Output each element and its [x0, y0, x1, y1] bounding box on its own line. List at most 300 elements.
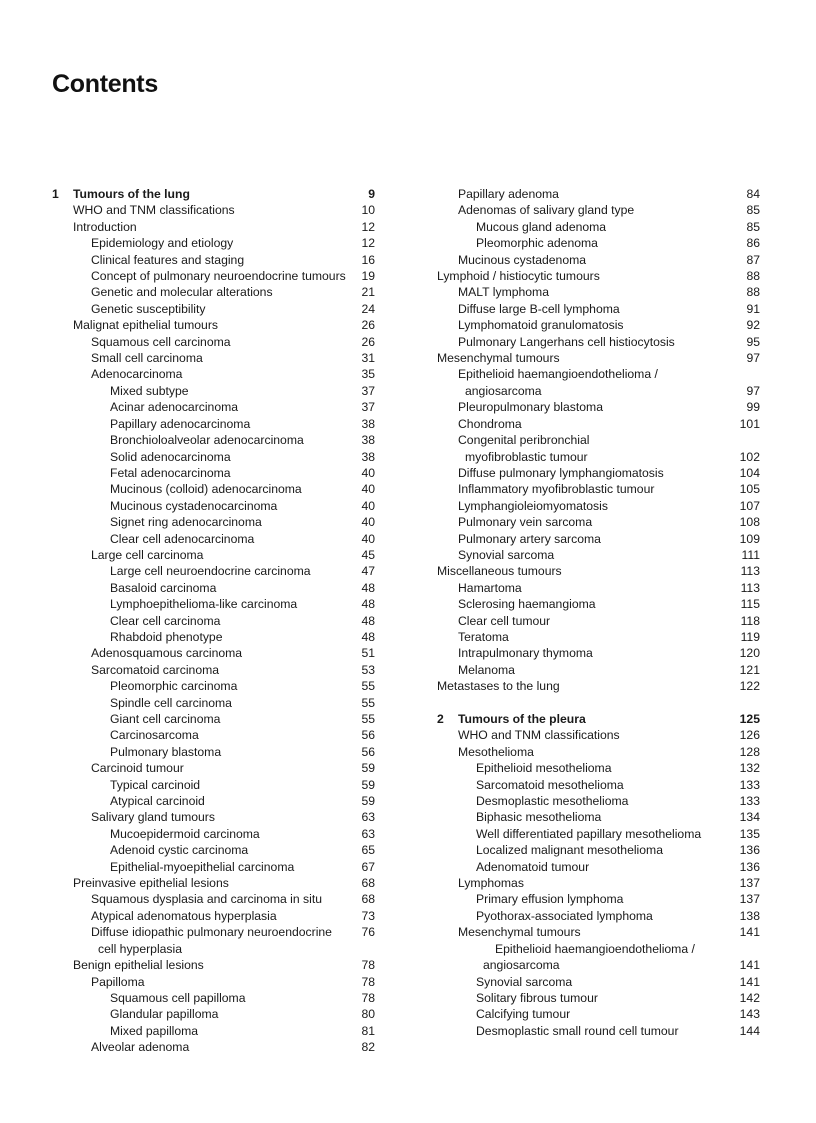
toc-chapter-row[interactable] — [437, 711, 760, 727]
toc-entry-row[interactable] — [52, 1039, 375, 1055]
toc-entry-title: Adenomas of salivary gland type — [458, 203, 635, 218]
toc-entry-title: Benign epithelial lesions — [73, 958, 204, 973]
toc-entry-row[interactable] — [437, 662, 760, 678]
toc-entry-title: Signet ring adenocarcinoma — [110, 515, 262, 530]
toc-entry-row[interactable] — [437, 350, 760, 366]
toc-entry-title: Clear cell carcinoma — [110, 613, 221, 628]
toc-entry-title: Mucinous (colloid) adenocarcinoma — [110, 482, 302, 497]
toc-entry-title: Melanoma — [458, 662, 515, 677]
toc-entry-title: Mucinous cystadenoma — [458, 252, 587, 267]
toc-page-number: 48 — [361, 580, 375, 595]
toc-entry-title: Alveolar adenoma — [91, 1040, 190, 1055]
toc-page-number: 108 — [739, 515, 760, 530]
chapter-number: 1 — [52, 187, 59, 201]
toc-page-number: 133 — [739, 794, 760, 809]
toc-entry-row[interactable] — [437, 383, 760, 399]
toc-entry-title: Primary effusion lymphoma — [476, 892, 624, 907]
toc-page-number: 80 — [361, 1007, 375, 1022]
toc-entry-title: Bronchioloalveolar adenocarcinoma — [110, 433, 304, 448]
toc-page-number: 141 — [739, 958, 760, 973]
toc-entry-title: Tumours of the lung — [73, 187, 190, 201]
toc-entry-row[interactable] — [437, 793, 760, 809]
toc-entry-row[interactable] — [437, 678, 760, 694]
toc-page-number: 92 — [746, 318, 760, 333]
toc-entry-title: Atypical adenomatous hyperplasia — [91, 908, 277, 923]
toc-entry-title: Epithelioid haemangioendothelioma / — [495, 941, 695, 956]
toc-entry-row[interactable] — [437, 809, 760, 825]
toc-page-number: 132 — [739, 761, 760, 776]
toc-page-number: 45 — [361, 547, 375, 562]
toc-entry-row[interactable] — [437, 531, 760, 547]
toc-entry-row[interactable] — [52, 924, 375, 940]
toc-page-number: 87 — [746, 252, 760, 267]
toc-entry-title: Inflammatory myofibroblastic tumour — [458, 482, 655, 497]
toc-entry-row[interactable] — [437, 629, 760, 645]
toc-entry-title: Tumours of the pleura — [458, 712, 586, 726]
toc-entry-title: Chondroma — [458, 416, 522, 431]
toc-page-number: 120 — [739, 646, 760, 661]
toc-entry-row[interactable] — [52, 268, 375, 284]
toc-chapter-row[interactable] — [52, 186, 375, 202]
toc-page-number: 37 — [361, 383, 375, 398]
toc-entry-title: Genetic and molecular alterations — [91, 285, 273, 300]
toc-page-number: 84 — [746, 187, 760, 201]
toc-entry-row[interactable] — [437, 1006, 760, 1022]
toc-entry-title: Clear cell adenocarcinoma — [110, 531, 255, 546]
toc-entry-title: Pulmonary artery sarcoma — [458, 531, 601, 546]
toc-page-number: 134 — [739, 810, 760, 825]
toc-entry-title: Epithelioid haemangioendothelioma / — [458, 367, 658, 382]
toc-entry-title: Desmoplastic mesothelioma — [476, 794, 629, 809]
toc-entry-title: Adenomatoid tumour — [476, 859, 590, 874]
toc-page-number: 59 — [361, 761, 375, 776]
toc-entry-row[interactable] — [437, 563, 760, 579]
toc-page-number: 141 — [739, 925, 760, 940]
toc-entry-title: Genetic susceptibility — [91, 301, 206, 316]
toc-entry-title: Squamous dysplasia and carcinoma in situ — [91, 892, 323, 907]
toc-entry-row[interactable] — [52, 301, 375, 317]
toc-entry-title: Solid adenocarcinoma — [110, 449, 231, 464]
toc-entry-row[interactable] — [52, 432, 375, 448]
toc-entry-row[interactable] — [52, 498, 375, 514]
toc-entry-row[interactable] — [437, 777, 760, 793]
toc-entry-row[interactable] — [52, 613, 375, 629]
toc-entry-row[interactable] — [52, 695, 375, 711]
toc-entry-row[interactable] — [437, 547, 760, 563]
toc-entry-title: Papilloma — [91, 974, 145, 989]
toc-entry-title: MALT lymphoma — [458, 285, 549, 300]
toc-entry-row[interactable] — [52, 219, 375, 235]
toc-entry-row[interactable] — [52, 957, 375, 973]
toc-entry-title: Sarcomatoid mesothelioma — [476, 777, 624, 792]
toc-page-number: 138 — [739, 908, 760, 923]
toc-page-number: 99 — [746, 400, 760, 415]
toc-entry-title: Epithelial-myoepithelial carcinoma — [110, 859, 295, 874]
toc-page-number: 26 — [361, 334, 375, 349]
toc-page-number: 82 — [361, 1040, 375, 1055]
toc-entry-title: Lymphomatoid granulomatosis — [458, 318, 624, 333]
toc-entry-title: Calcifying tumour — [476, 1007, 571, 1022]
toc-entry-row[interactable] — [437, 399, 760, 415]
toc-entry-row[interactable] — [52, 859, 375, 875]
toc-page-number: 119 — [740, 629, 760, 644]
toc-entry-title: myofibroblastic tumour — [465, 449, 588, 464]
toc-entry-title: Atypical carcinoid — [110, 794, 205, 809]
toc-entry-row[interactable] — [437, 727, 760, 743]
toc-entry-title: Typical carcinoid — [110, 777, 201, 792]
toc-page-number: 40 — [361, 531, 375, 546]
toc-entry-row[interactable] — [52, 760, 375, 776]
toc-page-number: 12 — [361, 219, 375, 234]
toc-entry-title: Sclerosing haemangioma — [458, 597, 596, 612]
toc-page-number: 142 — [739, 990, 760, 1005]
toc-entry-row[interactable] — [437, 284, 760, 300]
toc-page-number: 78 — [361, 990, 375, 1005]
toc-entry-row[interactable] — [437, 941, 760, 957]
toc-entry-row[interactable] — [437, 481, 760, 497]
toc-entry-title: WHO and TNM classifications — [73, 203, 235, 218]
toc-entry-title: Mucinous cystadenocarcinoma — [110, 498, 278, 513]
toc-entry-title: Mesenchymal tumours — [437, 351, 560, 366]
toc-page-number: 56 — [361, 728, 375, 743]
toc-page-number: 59 — [361, 777, 375, 792]
toc-page-number: 122 — [739, 679, 760, 694]
toc-entry-title: angiosarcoma — [465, 383, 542, 398]
toc-entry-row[interactable] — [52, 252, 375, 268]
toc-entry-row[interactable] — [52, 235, 375, 251]
toc-entry-title: Pleomorphic adenoma — [476, 236, 598, 251]
toc-page-number: 59 — [361, 794, 375, 809]
toc-page-number: 53 — [361, 662, 375, 677]
toc-entry-row[interactable] — [52, 974, 375, 990]
toc-entry-title: Concept of pulmonary neuroendocrine tumours — [91, 269, 346, 284]
toc-entry-title: Basaloid carcinoma — [110, 580, 217, 595]
toc-page-number: 118 — [740, 613, 760, 628]
toc-entry-row[interactable] — [437, 252, 760, 268]
toc-entry-row[interactable] — [52, 826, 375, 842]
toc-page-number: 56 — [361, 744, 375, 759]
toc-entry-row[interactable] — [437, 908, 760, 924]
toc-entry-row[interactable] — [437, 613, 760, 629]
toc-entry-row[interactable] — [437, 498, 760, 514]
toc-entry-row[interactable] — [52, 481, 375, 497]
toc-entry-row[interactable] — [437, 891, 760, 907]
toc-page-number: 85 — [746, 219, 760, 234]
toc-entry-row[interactable] — [437, 1023, 760, 1039]
toc-entry-row[interactable] — [437, 744, 760, 760]
toc-page-number: 85 — [746, 203, 760, 218]
toc-entry-row[interactable] — [437, 924, 760, 940]
toc-entry-title: Congenital peribronchial — [458, 433, 590, 448]
toc-page-number: 135 — [739, 826, 760, 841]
toc-entry-row[interactable] — [437, 416, 760, 432]
toc-entry-title: Pulmonary Langerhans cell histiocytosis — [458, 334, 675, 349]
toc-page-number: 109 — [739, 531, 760, 546]
toc-entry-title: Desmoplastic small round cell tumour — [476, 1023, 679, 1038]
toc-entry-row[interactable] — [52, 645, 375, 661]
toc-entry-title: Pleomorphic carcinoma — [110, 679, 238, 694]
toc-page-number: 65 — [361, 843, 375, 858]
toc-page-number: 97 — [746, 383, 760, 398]
toc-page-number: 104 — [739, 465, 760, 480]
toc-entry-row[interactable] — [437, 334, 760, 350]
toc-entry-title: Carcinosarcoma — [110, 728, 199, 743]
toc-page-number: 40 — [361, 498, 375, 513]
toc-entry-title: Teratoma — [458, 629, 509, 644]
toc-page-number: 102 — [739, 449, 760, 464]
toc-entry-row[interactable] — [437, 645, 760, 661]
toc-page-number: 67 — [361, 859, 375, 874]
toc-entry-title: Lymphoepithelioma-like carcinoma — [110, 597, 298, 612]
toc-page-number: 55 — [361, 679, 375, 694]
toc-page-number: 40 — [361, 515, 375, 530]
toc-entry-title: Papillary adenocarcinoma — [110, 416, 251, 431]
toc-page-number: 137 — [739, 876, 760, 891]
toc-entry-title: Salivary gland tumours — [91, 810, 215, 825]
toc-entry-title: Rhabdoid phenotype — [110, 629, 223, 644]
toc-entry-row[interactable] — [52, 399, 375, 415]
toc-entry-row[interactable] — [437, 235, 760, 251]
toc-entry-title: Pleuropulmonary blastoma — [458, 400, 603, 415]
toc-entry-title: Pyothorax-associated lymphoma — [476, 908, 653, 923]
toc-entry-row[interactable] — [52, 629, 375, 645]
toc-entry-title: Epidemiology and etiology — [91, 236, 234, 251]
toc-entry-row[interactable] — [52, 350, 375, 366]
toc-entry-title: Diffuse idiopathic pulmonary neuroendocrine — [91, 925, 332, 940]
toc-entry-title: Pulmonary vein sarcoma — [458, 515, 593, 530]
toc-entry-row[interactable] — [52, 891, 375, 907]
toc-page-number: 81 — [361, 1023, 375, 1038]
toc-column-right — [437, 186, 760, 1039]
toc-entry-title: Epithelioid mesothelioma — [476, 761, 612, 776]
toc-page-number: 86 — [746, 236, 760, 251]
toc-page-number: 121 — [739, 662, 760, 677]
toc-entry-row[interactable] — [52, 284, 375, 300]
page-title: Contents — [52, 70, 158, 98]
toc-entry-row[interactable] — [52, 514, 375, 530]
toc-page-number: 55 — [361, 712, 375, 726]
toc-page-number: 115 — [740, 597, 760, 612]
toc-entry-row[interactable] — [437, 449, 760, 465]
toc-entry-title: WHO and TNM classifications — [458, 728, 620, 743]
toc-entry-title: Lymphangioleiomyomatosis — [458, 498, 608, 513]
toc-entry-row[interactable] — [52, 416, 375, 432]
toc-entry-title: Mesothelioma — [458, 744, 534, 759]
toc-entry-row[interactable] — [52, 711, 375, 727]
toc-entry-row[interactable] — [52, 317, 375, 333]
toc-page-number: 63 — [361, 826, 375, 841]
toc-page-number: 63 — [361, 810, 375, 825]
toc-entry-title: Carcinoid tumour — [91, 761, 184, 776]
toc-entry-row[interactable] — [52, 383, 375, 399]
toc-page-number: 78 — [361, 974, 375, 989]
toc-entry-row[interactable] — [437, 580, 760, 596]
toc-page-number: 48 — [361, 597, 375, 612]
toc-page-number: 128 — [739, 744, 760, 759]
toc-page-number: 40 — [361, 482, 375, 497]
toc-page-number: 68 — [361, 876, 375, 891]
toc-entry-row[interactable] — [52, 334, 375, 350]
chapter-number: 2 — [437, 712, 444, 726]
toc-entry-row[interactable] — [52, 662, 375, 678]
toc-entry-row[interactable] — [437, 875, 760, 891]
toc-entry-title: Well differentiated papillary mesothelioma — [476, 826, 702, 841]
toc-entry-row[interactable] — [52, 563, 375, 579]
toc-entry-title: Sarcomatoid carcinoma — [91, 662, 220, 677]
toc-page-number: 91 — [746, 301, 760, 316]
toc-entry-title: Mucoepidermoid carcinoma — [110, 826, 260, 841]
toc-entry-title: Mixed subtype — [110, 383, 189, 398]
toc-entry-title: Small cell carcinoma — [91, 351, 203, 366]
toc-entry-row[interactable] — [437, 465, 760, 481]
toc-page-number: 31 — [361, 351, 375, 366]
toc-entry-row[interactable] — [437, 268, 760, 284]
toc-entry-title: Acinar adenocarcinoma — [110, 400, 239, 415]
toc-entry-row[interactable] — [437, 842, 760, 858]
toc-entry-title: Adenocarcinoma — [91, 367, 183, 382]
toc-page-number: 133 — [739, 777, 760, 792]
toc-entry-row[interactable] — [52, 465, 375, 481]
toc-entry-row[interactable] — [437, 974, 760, 990]
toc-entry-row[interactable] — [52, 449, 375, 465]
toc-entry-title: Fetal adenocarcinoma — [110, 465, 231, 480]
toc-entry-title: Biphasic mesothelioma — [476, 810, 602, 825]
toc-entry-row[interactable] — [437, 760, 760, 776]
toc-entry-row[interactable] — [52, 777, 375, 793]
toc-page-number: 19 — [361, 269, 375, 284]
toc-entry-row[interactable] — [437, 186, 760, 202]
toc-page-number: 125 — [739, 712, 760, 726]
toc-page-number: 137 — [739, 892, 760, 907]
toc-page-number: 141 — [739, 974, 760, 989]
toc-page-number: 126 — [739, 728, 760, 743]
toc-page-number: 111 — [741, 547, 760, 562]
toc-entry-title: cell hyperplasia — [98, 941, 183, 956]
toc-entry-title: Mucous gland adenoma — [476, 219, 607, 234]
toc-entry-title: Lymphomas — [458, 876, 524, 891]
toc-entry-row[interactable] — [437, 432, 760, 448]
toc-entry-row[interactable] — [52, 875, 375, 891]
toc-page-number: 143 — [739, 1007, 760, 1022]
toc-page-number: 38 — [361, 449, 375, 464]
toc-entry-title: Diffuse pulmonary lymphangiomatosis — [458, 465, 664, 480]
toc-entry-title: Solitary fibrous tumour — [476, 990, 598, 1005]
toc-column-left — [52, 186, 375, 1056]
toc-entry-row[interactable] — [52, 596, 375, 612]
toc-entry-row[interactable] — [437, 219, 760, 235]
toc-entry-row[interactable] — [437, 957, 760, 973]
toc-entry-row[interactable] — [52, 1023, 375, 1039]
toc-page-number: 51 — [361, 646, 375, 661]
toc-page-number: 113 — [740, 564, 760, 579]
toc-entry-row[interactable] — [52, 678, 375, 694]
toc-entry-title: Clinical features and staging — [91, 252, 245, 267]
toc-entry-row[interactable] — [52, 793, 375, 809]
toc-entry-title: Localized malignant mesothelioma — [476, 843, 663, 858]
toc-entry-title: Malignat epithelial tumours — [73, 318, 218, 333]
toc-page-number: 9 — [368, 187, 375, 201]
toc-entry-title: Large cell neuroendocrine carcinoma — [110, 564, 311, 579]
toc-entry-row[interactable] — [52, 1006, 375, 1022]
toc-entry-title: Synovial sarcoma — [458, 547, 555, 562]
toc-page-number: 38 — [361, 433, 375, 448]
toc-page-number: 76 — [361, 925, 375, 940]
toc-page-number: 97 — [746, 351, 760, 366]
toc-page-number: 24 — [361, 301, 375, 316]
toc-entry-title: Pulmonary blastoma — [110, 744, 222, 759]
toc-entry-title: Diffuse large B-cell lymphoma — [458, 301, 620, 316]
toc-entry-row[interactable] — [52, 941, 375, 957]
toc-entry-row[interactable] — [437, 317, 760, 333]
toc-page-number: 88 — [746, 285, 760, 300]
toc-entry-title: Papillary adenoma — [458, 187, 559, 201]
toc-entry-row[interactable] — [437, 202, 760, 218]
toc-page-number: 136 — [739, 859, 760, 874]
toc-entry-row[interactable] — [437, 596, 760, 612]
toc-page-number: 16 — [361, 252, 375, 267]
toc-entry-title: Miscellaneous tumours — [437, 564, 562, 579]
toc-page-number: 55 — [361, 695, 375, 710]
toc-entry-row[interactable] — [437, 301, 760, 317]
toc-entry-title: Glandular papilloma — [110, 1007, 219, 1022]
section-spacer — [437, 695, 760, 711]
toc-entry-row[interactable] — [437, 990, 760, 1006]
toc-entry-row[interactable] — [52, 366, 375, 382]
toc-entry-title: Adenosquamous carcinoma — [91, 646, 243, 661]
toc-entry-title: Mesenchymal tumours — [458, 925, 581, 940]
toc-page-number: 37 — [361, 400, 375, 415]
toc-entry-row[interactable] — [52, 990, 375, 1006]
toc-page-number: 107 — [739, 498, 760, 513]
toc-page-number: 78 — [361, 958, 375, 973]
toc-entry-row[interactable] — [437, 514, 760, 530]
toc-entry-row[interactable] — [52, 727, 375, 743]
toc-entry-title: Clear cell tumour — [458, 613, 551, 628]
toc-entry-row[interactable] — [437, 366, 760, 382]
toc-page-number: 38 — [361, 416, 375, 431]
toc-page-number: 136 — [739, 843, 760, 858]
toc-page-number: 88 — [746, 269, 760, 284]
toc-entry-title: Introduction — [73, 219, 137, 234]
toc-entry-row[interactable] — [437, 826, 760, 842]
toc-entry-row[interactable] — [52, 842, 375, 858]
toc-entry-title: angiosarcoma — [483, 958, 560, 973]
toc-entry-title: Preinvasive epithelial lesions — [73, 876, 229, 891]
toc-entry-title: Giant cell carcinoma — [110, 712, 221, 726]
toc-entry-row[interactable] — [52, 547, 375, 563]
toc-page-number: 47 — [361, 564, 375, 579]
toc-entry-row[interactable] — [52, 202, 375, 218]
toc-page-number: 68 — [361, 892, 375, 907]
toc-page-number: 26 — [361, 318, 375, 333]
toc-entry-row[interactable] — [52, 580, 375, 596]
toc-entry-row[interactable] — [437, 859, 760, 875]
toc-entry-title: Squamous cell papilloma — [110, 990, 246, 1005]
toc-entry-row[interactable] — [52, 744, 375, 760]
toc-page-number: 73 — [361, 908, 375, 923]
toc-entry-row[interactable] — [52, 809, 375, 825]
toc-page-number: 95 — [746, 334, 760, 349]
toc-entry-title: Synovial sarcoma — [476, 974, 573, 989]
toc-page-number: 48 — [361, 613, 375, 628]
toc-page-number: 144 — [739, 1023, 760, 1038]
toc-entry-title: Large cell carcinoma — [91, 547, 204, 562]
toc-entry-row[interactable] — [52, 908, 375, 924]
toc-entry-row[interactable] — [52, 531, 375, 547]
toc-page-number: 35 — [361, 367, 375, 382]
toc-page-number: 105 — [739, 482, 760, 497]
toc-page-number: 12 — [361, 236, 375, 251]
